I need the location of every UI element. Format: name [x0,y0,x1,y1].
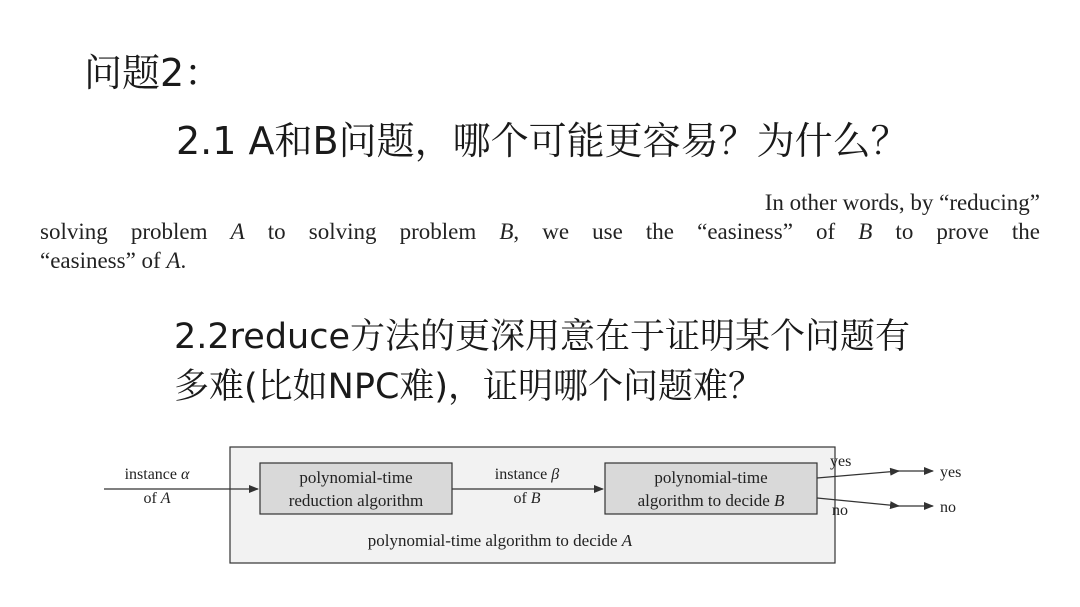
outer-caption: polynomial-time algorithm to decide A [367,531,633,550]
no-outer-label: no [940,499,956,516]
input-label-line-1: instance α [124,466,190,483]
question-2-1: 2.1 A和B问题，哪个可能更容易？为什么？ [176,119,909,163]
excerpt-line-2: solving problem A to solving problem B, we use the “easiness” of B to prove the [40,219,1040,244]
yes-inner-label: yes [830,453,852,470]
reduction-diagram [100,445,980,573]
reduction-box-line-1: polynomial-time [299,468,413,487]
mid-label-line-1: instance β [494,466,560,483]
excerpt-line-3: “easiness” of A. [40,248,187,273]
reduction-box-line-2: reduction algorithm [288,491,424,510]
question-2-2 [174,312,910,412]
question-2-2-line-1: 2.2reduce方法的更深用意在于证明某个问题有 [174,317,910,357]
mid-label-line-2: of B [513,490,541,507]
yes-outer-label: yes [940,464,962,481]
question-2-2-line-2: 多难(比如NPC难)，证明哪个问题难？ [174,367,764,407]
no-inner-label: no [832,502,848,519]
decide-box-line-2: algorithm to decide B [637,491,785,510]
book-excerpt [40,188,1040,275]
decide-box-line-1: polynomial-time [654,468,768,487]
question-title: 问题2： [84,51,223,95]
input-label-line-2: of A [143,490,171,507]
excerpt-line-1: In other words, by “reducing” [764,190,1040,215]
